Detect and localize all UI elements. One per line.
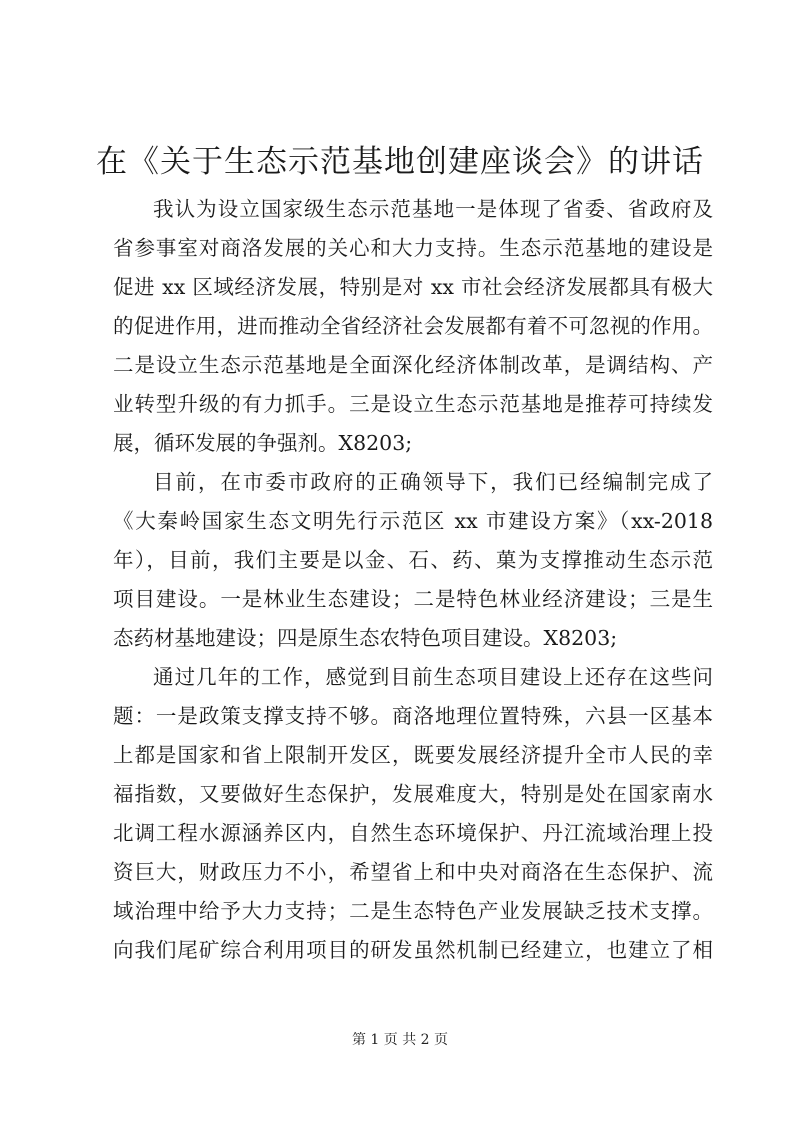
text-line: 目前，在市委市政府的正确领导下，我们已经编制完成了 — [153, 470, 713, 494]
document-body — [113, 190, 713, 970]
text-line: 年），目前，我们主要是以金、石、药、菓为支撑推动生态示范 — [113, 548, 713, 572]
text-line: 通过几年的工作，感觉到目前生态项目建设上还存在这些问 — [153, 665, 713, 689]
text-line: 向我们尾矿综合利用项目的研发虽然机制已经建立，也建立了相 — [113, 938, 713, 962]
text-line: 省参事室对商洛发展的关心和大力支持。生态示范基地的建设是 — [113, 236, 713, 260]
text-line: 的促进作用，进而推动全省经济社会发展都有着不可忽视的作用。 — [113, 314, 713, 338]
text-line: 促进 xx 区域经济发展，特别是对 xx 市社会经济发展都具有极大 — [113, 275, 713, 299]
text-line: 我认为设立国家级生态示范基地一是体现了省委、省政府及 — [153, 197, 713, 221]
text-line: 项目建设。一是林业生态建设；二是特色林业经济建设；三是生 — [113, 587, 713, 611]
text-line: 福指数，又要做好生态保护，发展难度大，特别是处在国家南水 — [113, 782, 713, 806]
text-line: 资巨大，财政压力不小，希望省上和中央对商洛在生态保护、流 — [113, 860, 713, 884]
text-line: 域治理中给予大力支持；二是生态特色产业发展缺乏技术支撑。 — [113, 899, 713, 923]
document-title: 在《关于生态示范基地创建座谈会》的讲话 — [96, 144, 704, 180]
text-line: 题：一是政策支撑支持不够。商洛地理位置特殊，六县一区基本 — [113, 704, 713, 728]
text-line: 业转型升级的有力抓手。三是设立生态示范基地是推荐可持续发 — [113, 392, 713, 416]
text-line: 北调工程水源涵养区内，自然生态环境保护、丹江流域治理上投 — [113, 821, 713, 845]
text-line: 展，循环发展的争强剂。X8203; — [113, 431, 413, 455]
text-line: 《大秦岭国家生态文明先行示范区 xx 市建设方案》（xx-2018 — [113, 509, 713, 533]
page-number-footer: 第 1 页 共 2 页 — [351, 1032, 449, 1048]
text-line: 二是设立生态示范基地是全面深化经济体制改革，是调结构、产 — [113, 353, 713, 377]
text-line: 上都是国家和省上限制开发区，既要发展经济提升全市人民的幸 — [113, 743, 713, 767]
text-line: 态药材基地建设；四是原生态农特色项目建设。X8203; — [113, 626, 618, 650]
